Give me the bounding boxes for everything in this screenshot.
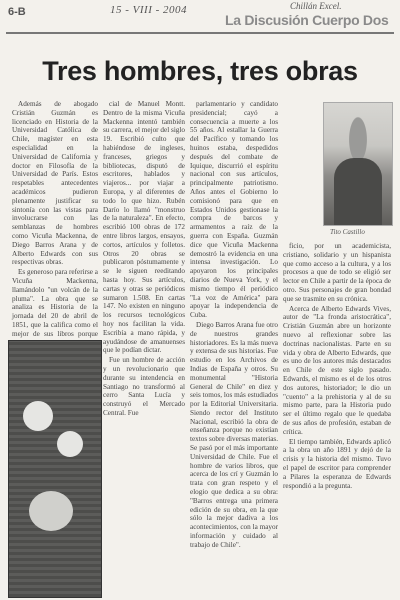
paragraph: Además de abogado Cristián Guzmán es licenciado en Historia de la Universidad Católica de Chile, magíster en esta especialidad en la Universidad de California y doctor en Filosofía de la Universidad de París. Estos respetables antecedentes académicos pudieron plenamente justificar su sintonía con las vistas para involucrarse con las semblanzas de hombres como Vicuña Mackenna, de Diego Barros Arana y de Alberto Edwards con sus respectivas obras.	[12, 100, 98, 267]
page-number: 6-B	[8, 6, 26, 18]
book-cover-image	[8, 340, 102, 598]
paragraph: cial de Manuel Montt. Dentro de la misma Vicuña Mackenna intentó también su carrera, el mejor del siglo 19. Escribió culto que habiéndose de ingleses, franceses, griegos y bibliotecas, disputó de escritores, hablados y viajeros... por viajar a Europa, y al diferentes de todo lo que hizo. Rubén Darío lo llamó "monstruo de la naturaleza". En efecto, escribió 100 obras de 172 entre libros largos, ensayos, cortos, artículos y folletos. Otros 20 obras se publicaron póstumamente y se le siguen reeditando hasta hoy. Sus artículos, cartas y otras se periódicos sumaron 1.508. En cartas 147. No existen en ninguno los recursos tecnológicos hoy nos facilitan la vida. Escribía a mano rápida, y ayudándose de amanuenses que le podían dictar.	[103, 100, 185, 355]
article-column-4	[283, 242, 391, 597]
article-column-2	[103, 100, 185, 550]
article-column-3	[190, 100, 278, 549]
photo-caption: Tito Castillo	[330, 228, 365, 236]
paragraph: Es generoso para referirse a Vicuña Mackenna, llamándolo "un volcán de la pluma". La obra que se analiza es Historia de la jornada del 20 de abril de 1851, que la califica como el mejor de sus libros porque	[12, 268, 98, 338]
author-photo	[323, 102, 393, 226]
handwritten-date: 15 - VIII - 2004	[110, 4, 188, 16]
paragraph: ficio, por un academicista, cristiano, solidario y un hispanista que como acceso a la cultura, y a los procesos a que de todo se eligió ser lector en Chile a partir de la época de otro. Sus personajes de gran bondad que se trasmite en su crónica.	[283, 242, 391, 303]
paragraph: El tiempo también, Edwards aplicó a la obra un año 1891 y dejó de la crisis y la historia del mismo. Tuvo el papel de escritor para comprender a Pilares la esperanza de Edwards respondió a la pregunta.	[283, 437, 391, 490]
photo-figure	[334, 158, 382, 225]
paragraph: Fue un hombre de acción y un revolucionario que durante su intendencia en Santiago no transformó al cerro Santa Lucía y construyó el Mercado Central. Fue	[103, 356, 185, 417]
paragraph: Diego Barros Arana fue otro de nuestros grandes historiadores. Es la más nueva y extensa de sus historias. Fue estudio en los Archivos de Indias de España y otros. Su monumental "Historia General de Chile" en diez y seis tomos, los más estudiados por la Editorial Universitaria. Siendo rector del Instituto Nacional, escribió la obra de enseñanza porque no existían textos sobre diversas materias. Se pasó por el más importante Universidad de Chile. Fue el hombre de varios libros, que acerca de los crí y Guzmán lo trata con gran respeto y el elogio que dedica a su obra: "Barros entrega una primera edición de su obra, en la que sólo la mejor dadiva a los acontecimientos, con la mayor información y cuidado al trabajo de Chile".	[190, 320, 278, 549]
paragraph: parlamentario y candidato presidencial; cayó a consecuencia a muerte a los 55 años. Al estallar la Guerra del Pacífico y tomando los huinos estaba, despedidos después del combate de Iquique, discurrió el espíritu nacional con sus artículos, principalmente patriotismo. Años antes el Gobierno lo comisionó para que en Estados Unidos gestionase la compra de barcos y armamentos a raíz de la guerra con España. Guzmán dice que Vicuña Mackenna demostró la evidencia en una intensa investigación. Lo apoyaron los principales diarios de Nueva York, y el mismo tiempo él periódico "La voz de América" para apoyar la independencia de Cuba.	[190, 100, 278, 320]
article-column-1	[12, 100, 98, 338]
handwritten-note: Chillán Excel.	[290, 1, 342, 11]
paragraph: Acerca de Alberto Edwards Vives, autor de "La fronda aristocrática", Cristián Guzmán abre un horizonte nuevo al reflexionar sobre las doctrinas nacionalistas. Parte en su vida y obra de Alberto Edwards, que es uno de los autores más destacados en Chile de este siglo pasado. Edwards, el mismo es el de los otros dos autores, historiador; le dio un "cuento" a la prehistoria y al de su mismo parte, para la Historia pudo ser el último regalo que le quedaba de sus años de profesión, estaban de crítica.	[283, 304, 391, 436]
article-headline: Tres hombres, tres obras	[42, 56, 358, 86]
header-rule	[6, 32, 394, 34]
page-header	[0, 0, 400, 30]
section-title: La Discusión Cuerpo Dos	[225, 12, 389, 28]
